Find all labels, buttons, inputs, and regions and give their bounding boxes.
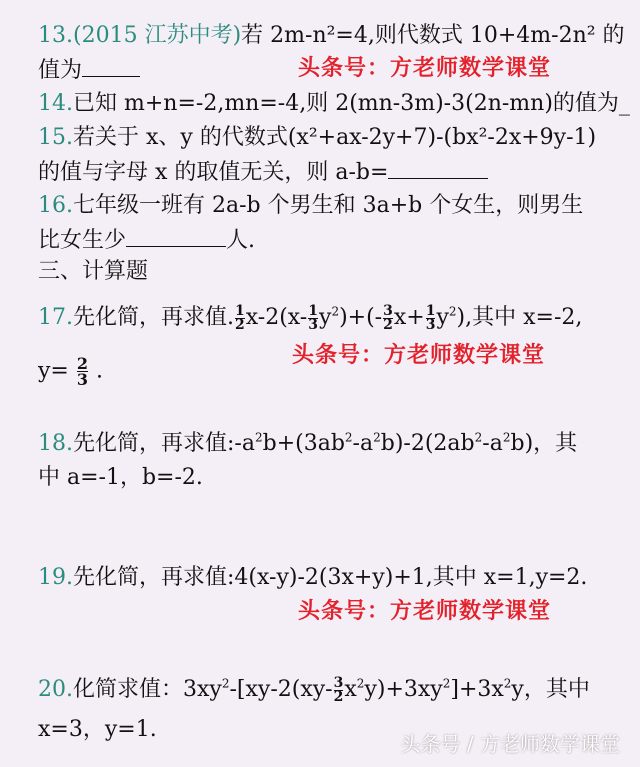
- q13-source: (2015 江苏中考): [73, 23, 242, 48]
- footer-watermark: 头条号 / 方老师数学课堂: [400, 732, 620, 756]
- q17-line2-text: y=: [38, 358, 69, 384]
- q20-p5: ]+3x: [450, 677, 504, 702]
- q15-line1: [38, 124, 628, 152]
- watermark-1: 头条号：方老师数学课堂: [298, 56, 552, 81]
- q16-line2: [38, 226, 628, 255]
- q13-text2: 值为: [38, 58, 83, 83]
- q16-text: 七年级一班有 2a-b 个男生和 3a+b 个女生，则男生: [73, 193, 584, 218]
- q19-text: 先化简，再求值:4(x-y)-2(3x+y)+1,其中 x=1,y=2.: [73, 565, 588, 590]
- q20-sup-1: 2: [221, 676, 230, 691]
- q15-blank: [388, 158, 488, 179]
- q17-line2: [38, 356, 628, 387]
- q18-sup-5: 2: [502, 430, 511, 445]
- q20-p4: y)+3xy: [364, 677, 443, 702]
- q13-line1: [38, 22, 628, 50]
- q13-text: 若 2m-n²=4,则代数式 10+4m-2n² 的: [241, 23, 625, 48]
- q15-line2: [38, 158, 628, 187]
- q17-frac-3: $\frac{3}{2}$: [383, 302, 393, 333]
- q18-sup-1: 2: [254, 430, 263, 445]
- q17-frac-5: $\frac{2}{3}$: [76, 354, 89, 389]
- q17-p4: )+(-: [339, 305, 383, 330]
- q17-frac-2: $\frac{1}{3}$: [308, 302, 318, 333]
- q17-p2: x-2(x-: [245, 305, 308, 330]
- q17-frac-1: $\frac{1}{2}$: [235, 302, 245, 333]
- q17-sup-1: 2: [331, 304, 340, 319]
- q18-sup-3: 2: [373, 430, 381, 445]
- q17-frac-4: $\frac{1}{3}$: [425, 302, 436, 333]
- q16-text2a: 比女生少: [38, 228, 127, 253]
- q13-blank: [82, 56, 140, 77]
- q16-blank: [126, 226, 226, 247]
- q18-p2: b+(3ab: [262, 431, 345, 456]
- q19-number: 19.: [38, 565, 73, 590]
- q20-line2: x=3，y=1.: [38, 717, 157, 742]
- q17-line2-end: .: [96, 358, 104, 384]
- q17-p3: y: [319, 305, 332, 330]
- q15-number: 15.: [38, 125, 73, 150]
- q17-p5: x+: [393, 305, 425, 330]
- watermark-3: 头条号：方老师数学课堂: [298, 599, 552, 624]
- q18-number: 18.: [38, 431, 73, 456]
- q20-line1: [38, 676, 628, 704]
- q17-sup-2: 2: [448, 304, 457, 319]
- q20-p1: 化简求值：3xy: [73, 677, 222, 702]
- q18-p6: b)，其: [510, 431, 578, 456]
- q17-p6: y: [436, 305, 449, 330]
- q14-number: 14.: [38, 91, 73, 116]
- q18-p5: -a: [482, 431, 503, 456]
- q15-text: 若关于 x、y 的代数式(x²+ax-2y+7)-(bx²-2x+9y-1): [73, 125, 597, 150]
- q16-number: 16.: [38, 193, 73, 218]
- q20-p2: -[xy-2(xy-: [229, 677, 333, 702]
- q20-p3: x: [344, 677, 357, 702]
- q18-line1: [38, 430, 628, 458]
- q16-line1: [38, 192, 628, 220]
- q17-line1: [38, 304, 628, 332]
- q20-number: 20.: [38, 677, 73, 702]
- q14-line: [38, 90, 628, 118]
- q17-number: 17.: [38, 305, 73, 330]
- q18-p3: -a: [352, 431, 374, 456]
- q19-line: [38, 564, 628, 592]
- q20-sup-3: 2: [442, 676, 451, 691]
- q14-text: 已知 m+n=-2,mn=-4,则 2(mn-3m)-3(2n-mn)的值为_: [73, 91, 630, 116]
- q16-text2b: 人.: [226, 228, 256, 253]
- q18-p1: 先化简，再求值:-a: [73, 431, 255, 456]
- q13-number: 13.: [38, 23, 73, 48]
- q20-p6: y，其中: [511, 677, 590, 702]
- section-title: 三、计算题: [38, 259, 149, 284]
- q17-p7: ),其中 x=-2,: [456, 305, 583, 330]
- q18-p4: b)-2(2ab: [380, 431, 475, 456]
- watermark-2: 头条号：方老师数学课堂: [292, 343, 546, 368]
- q18-sup-4: 2: [474, 430, 483, 445]
- q20-sup-4: 2: [503, 676, 512, 691]
- q18-sup-2: 2: [344, 430, 353, 445]
- q20-frac: $\frac{3}{2}$: [333, 674, 344, 705]
- q20-sup-2: 2: [356, 676, 365, 691]
- q15-text2: 的值与字母 x 的取值无关，则 a-b=: [38, 160, 389, 185]
- q18-line2: 中 a=-1，b=-2.: [38, 465, 203, 490]
- q17-p1: 先化简，再求值.: [73, 305, 234, 330]
